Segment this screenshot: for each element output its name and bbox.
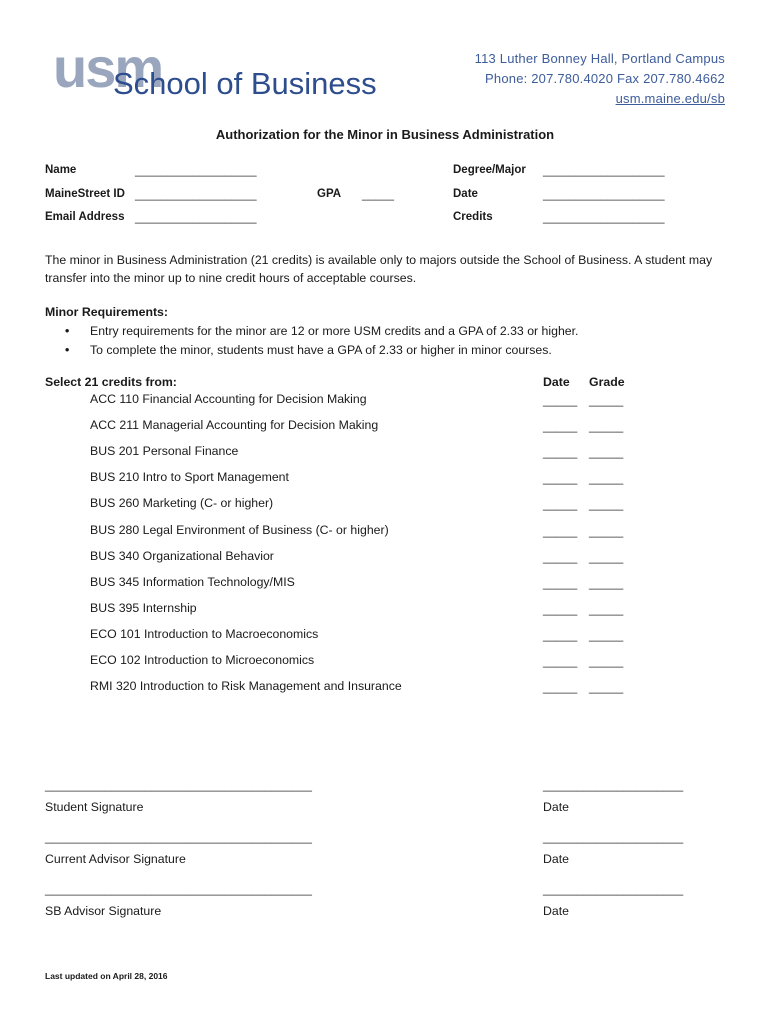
select-credits-heading: Select 21 credits from:	[45, 375, 177, 389]
logo-usm-text: usm	[53, 36, 163, 99]
course-grade-field[interactable]: _____	[589, 549, 624, 564]
course-name: BUS 260 Marketing (C- or higher)	[90, 496, 274, 511]
course-name: BUS 340 Organizational Behavior	[90, 548, 274, 563]
gpa-label: GPA	[317, 188, 342, 200]
grade-column-header: Grade	[589, 375, 625, 389]
course-name: BUS 201 Personal Finance	[90, 444, 239, 459]
bullet-icon: •	[65, 324, 70, 338]
course-grade-field[interactable]: _____	[589, 393, 624, 407]
degree-major-field[interactable]: ___________________	[543, 165, 665, 177]
course-date-field[interactable]: _____	[543, 419, 578, 434]
requirements-list	[65, 322, 578, 360]
course-date-field[interactable]: _____	[543, 549, 578, 564]
current-advisor-signature-label: Current Advisor Signature	[45, 852, 186, 866]
address-line: 113 Luther Bonney Hall, Portland Campus	[474, 51, 725, 66]
student-date-label: Date	[543, 800, 569, 814]
date-field[interactable]: ___________________	[543, 189, 665, 201]
current-advisor-date-line[interactable]: _____________________	[543, 830, 684, 844]
student-signature-line[interactable]: ________________________________________	[45, 778, 312, 792]
course-name: ACC 110 Financial Accounting for Decision Making	[90, 392, 367, 406]
course-name: ECO 102 Introduction to Microeconomics	[90, 653, 315, 667]
degree-major-label: Degree/Major	[453, 164, 526, 176]
requirement-text: Entry requirements for the minor are 12 or more USM credits and a GPA of 2.33 or higher.	[90, 324, 579, 338]
form-title: Authorization for the Minor in Business Administration	[215, 127, 555, 142]
course-date-field[interactable]: _____	[543, 445, 578, 460]
course-name: BUS 280 Legal Environment of Business (C- or higher)	[90, 522, 389, 537]
course-grade-field[interactable]: _____	[589, 497, 624, 512]
credits-label: Credits	[453, 211, 493, 223]
course-date-field[interactable]: _____	[543, 654, 578, 668]
date-column-header: Date	[543, 375, 570, 389]
course-grade-field[interactable]: _____	[589, 419, 624, 434]
date-label: Date	[453, 188, 478, 200]
sb-advisor-date-label: Date	[543, 904, 569, 918]
mainestreet-id-field[interactable]: ___________________	[135, 189, 257, 201]
course-grade-field[interactable]: _____	[589, 523, 624, 538]
course-date-field[interactable]: _____	[543, 471, 578, 486]
course-name: ECO 101 Introduction to Macroeconomics	[90, 626, 319, 641]
course-grade-field[interactable]: _____	[589, 601, 624, 616]
course-date-field[interactable]: _____	[543, 601, 578, 616]
bullet-icon: •	[65, 343, 70, 357]
email-address-field[interactable]: ___________________	[135, 212, 257, 224]
student-signature-label: Student Signature	[45, 800, 144, 814]
sb-advisor-signature-label: SB Advisor Signature	[45, 904, 162, 918]
phone-fax-line: Phone: 207.780.4020 Fax 207.780.4662	[485, 71, 725, 86]
sb-advisor-date-line[interactable]: _____________________	[543, 882, 684, 896]
course-name: BUS 395 Internship	[90, 600, 197, 615]
course-date-field[interactable]: _____	[543, 393, 578, 407]
course-name: BUS 210 Intro to Sport Management	[90, 470, 289, 485]
course-date-field[interactable]: _____	[543, 497, 578, 512]
course-name: BUS 345 Information Technology/MIS	[90, 574, 295, 589]
course-date-field[interactable]: _____	[543, 523, 578, 538]
course-grade-field[interactable]: _____	[589, 627, 624, 642]
last-updated-footer: Last updated on April 28, 2016	[45, 971, 168, 981]
name-label: Name	[45, 164, 77, 176]
student-date-line[interactable]: _____________________	[543, 778, 684, 792]
course-name: ACC 211 Managerial Accounting for Decision Making	[90, 418, 379, 433]
current-advisor-signature-line[interactable]: ________________________________________	[45, 830, 312, 844]
requirement-item	[65, 341, 578, 360]
course-date-field[interactable]: _____	[543, 575, 578, 590]
credits-field[interactable]: ___________________	[543, 212, 665, 224]
course-grade-field[interactable]: _____	[589, 471, 624, 486]
email-address-label: Email Address	[45, 211, 125, 223]
current-advisor-date-label: Date	[543, 852, 569, 866]
mainestreet-id-label: MaineStreet ID	[45, 188, 125, 200]
course-grade-field[interactable]: _____	[589, 680, 624, 695]
course-grade-field[interactable]: _____	[589, 445, 624, 460]
course-grade-field[interactable]: _____	[589, 575, 624, 590]
usm-school-of-business-logo	[53, 36, 433, 106]
requirements-heading: Minor Requirements:	[45, 305, 168, 319]
course-name: RMI 320 Introduction to Risk Management and Insurance	[90, 679, 402, 694]
intro-paragraph: The minor in Business Administration (21 credits) is available only to majors outside the School of Business. A student may transfer into the minor up to nine credit hours of acceptable courses.	[45, 253, 713, 285]
gpa-field[interactable]: _____	[362, 189, 394, 201]
sb-advisor-signature-line[interactable]: ________________________________________	[45, 882, 312, 896]
name-field[interactable]: ___________________	[135, 165, 257, 177]
course-grade-field[interactable]: _____	[589, 654, 624, 668]
requirement-text: To complete the minor, students must have a GPA of 2.33 or higher in minor courses.	[90, 343, 552, 357]
logo-school-text: School of Business	[113, 66, 377, 101]
course-date-field[interactable]: _____	[543, 627, 578, 642]
website-link[interactable]: usm.maine.edu/sb	[615, 91, 725, 106]
requirement-item	[65, 322, 578, 341]
course-date-field[interactable]: _____	[543, 680, 578, 695]
